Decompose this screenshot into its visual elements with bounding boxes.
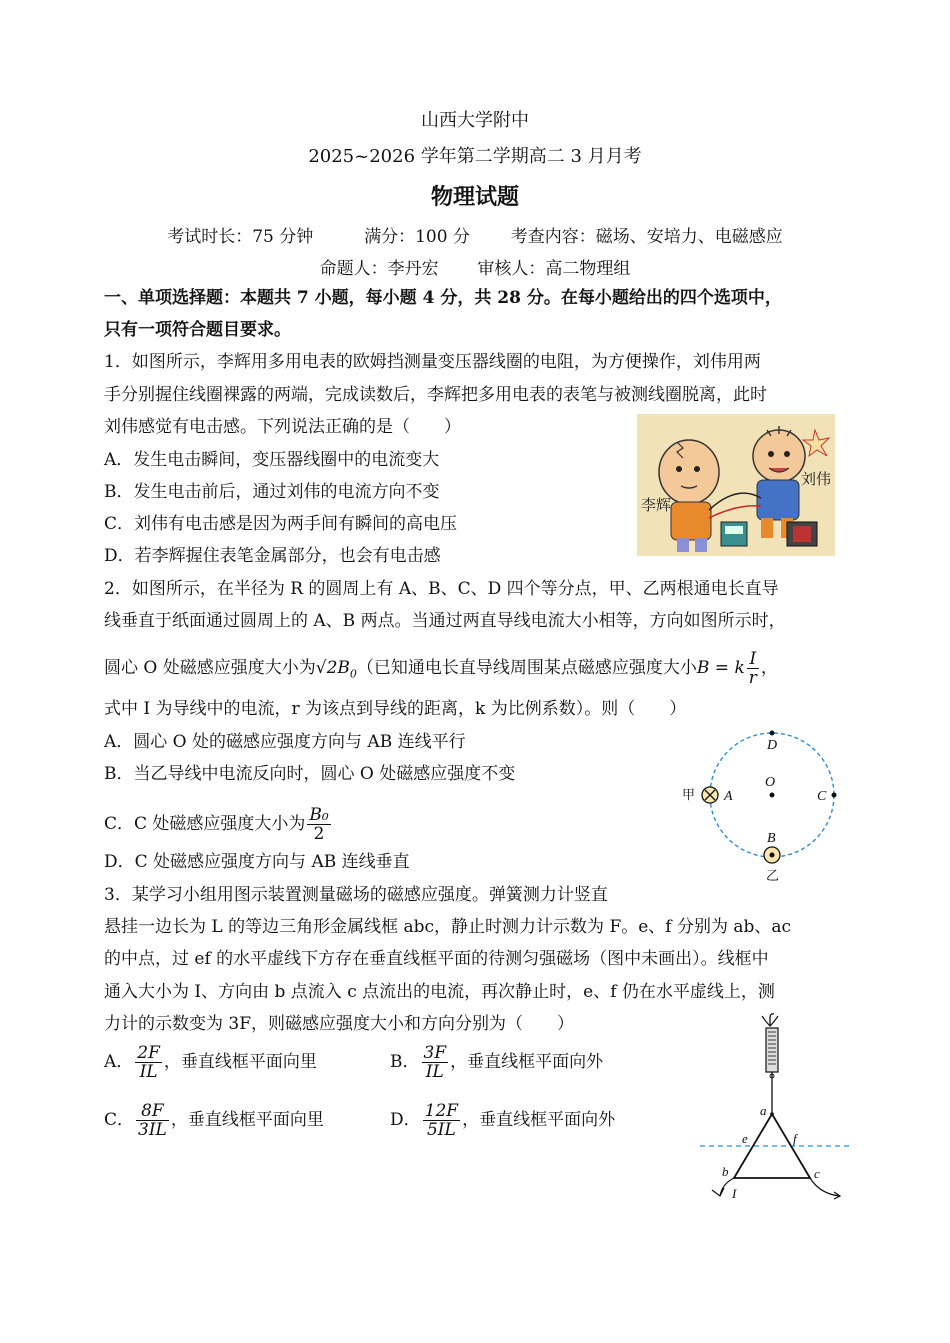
exam-total-score: 满分：100 分 [364,227,470,247]
q2-fig-label-jia: 甲 [682,788,696,803]
q2-fig-label-a: A [724,789,733,804]
q3-fig-label-f: f [793,1131,797,1146]
q2-fig-label-c: C [817,789,827,804]
exam-scope: 考查内容：磁场、安培力、电磁感应 [510,227,783,247]
q2-fig-label-d: D [767,738,778,753]
q2-sqrt2-b0 [315,658,357,681]
q3-fig-label-c: c [814,1166,820,1181]
q1-fig-label-lihui: 李辉 [641,496,672,514]
reviewer: 审核人：高二物理组 [477,259,631,279]
q3-option-c-text: ，垂直线框平面向里 [170,1110,324,1130]
page-title: 物理试题 [430,184,519,210]
q2-fig-label-o: O [765,775,776,790]
q1-option-a[interactable]: A．发生电击瞬间，变压器线圈中的电流变大 [104,450,440,470]
exam-duration: 考试时长：75 分钟 [167,227,314,247]
q3-fig-label-e: e [742,1131,748,1146]
q2-sqrt2-sub: 0 [349,667,357,681]
q3-option-d-label: D． [390,1110,421,1130]
q2-stem-2: 线垂直于纸面通过圆周上的 A、B 两点。当通过两直导线电流大小相等，方向如图所示时， [104,611,786,631]
q2-stem-3c: （已知通电长直导线周围某点磁感应强度大小 [356,658,697,678]
q3-option-d-fraction [423,1102,460,1139]
q2-option-c-num: B₀ [309,805,329,825]
q2-option-c-den: 2 [313,824,325,844]
q2-formula-fraction [747,650,759,687]
q2-circle-figure [676,724,848,884]
q2-sqrt2-b: √2B [315,658,350,678]
q1-cartoon-figure [637,414,835,556]
q3-option-d-text: ，垂直线框平面向外 [462,1110,616,1130]
q3-option-c-label: C． [104,1110,135,1130]
q3-option-a-label: A． [104,1052,134,1072]
q2-stem-1: 2．如图所示，在半径为 R 的圆周上有 A、B、C、D 四个等分点，甲、乙两根通电长直导 [104,579,779,599]
q3-stem-4: 通入大小为 I、方向由 b 点流入 c 点流出的电流，再次静止时，e、f 仍在水平虚线上，测 [104,982,775,1002]
q2-fig-label-b: B [767,831,776,846]
q3-option-c-fraction [136,1102,169,1139]
q2-option-b[interactable]: B．当乙导线中电流反向时，圆心 O 处磁感应强度不变 [104,764,516,784]
q3-stem-1: 3．某学习小组用图示装置测量磁场的磁感应强度。弹簧测力计竖直 [104,885,608,905]
q2-option-c[interactable] [104,806,333,843]
q3-option-a-num: 2F [137,1043,160,1063]
q3-option-a-fraction [135,1044,162,1081]
q3-option-b-den: IL [425,1062,444,1082]
q2-stem-4: 式中 I 为导线中的电流，r 为该点到导线的距离，k 为比例系数）。则（ ） [104,699,687,719]
q3-fig-label-b: b [722,1164,729,1179]
q3-fig-label-i: I [732,1186,737,1201]
q1-stem-1: 1．如图所示，李辉用多用电表的欧姆挡测量变压器线圈的电阻，为方便操作，刘伟用两 [104,352,761,372]
q2-fraction-den: r [748,668,757,688]
section-heading-cont: 只有一项符合题目要求。 [104,320,291,340]
exam-info [0,222,950,247]
q1-fig-label-liuwei: 刘伟 [801,470,832,488]
q2-stem-3e: ， [760,658,778,678]
q3-option-b-label: B． [390,1052,420,1072]
q1-stem-2: 手分别握住线圈裸露的两端，完成读数后，李辉把多用电表的表笔与被测线圈脱离，此时 [104,385,767,405]
q3-option-d-den: 5IL [426,1120,456,1140]
q3-stem-2: 悬挂一边长为 L 的等边三角形金属线框 abc，静止时测力计示数为 F。e、f 分别为 ab、ac [104,917,792,937]
q2-option-c-fraction [307,806,330,843]
q3-option-b-fraction [422,1044,449,1081]
q3-option-c[interactable] [104,1102,324,1139]
q3-option-b-num: 3F [423,1043,447,1063]
q2-stem-3 [104,650,778,687]
q2-option-d[interactable]: D．C 处磁感应强度方向与 AB 连线垂直 [104,852,410,872]
q3-spring-balance-figure [700,1012,850,1204]
exam-name: 2025~2026 学年第二学期高二 3 月月考 [308,146,642,167]
q2-formula-b: B = k [696,658,745,678]
section-heading: 一、单项选择题：本题共 7 小题，每小题 4 分，共 28 分。在每小题给出的四个选项中， [104,288,782,308]
q3-stem-5: 力计的示数变为 3F，则磁感应强度大小和方向分别为（ ） [104,1014,575,1034]
q1-option-b[interactable]: B．发生电击前后，通过刘伟的电流方向不变 [104,482,440,502]
q3-option-c-den: 3IL [138,1120,167,1140]
q3-option-a[interactable] [104,1044,317,1081]
q1-option-c[interactable]: C．刘伟有电击感是因为两手间有瞬间的高电压 [104,514,458,534]
q1-stem-3: 刘伟感觉有电击感。下列说法正确的是（ ） [104,417,461,437]
q2-fraction-num: I [747,650,759,669]
q3-option-b[interactable] [390,1044,603,1081]
q2-option-a[interactable]: A．圆心 O 处的磁感应强度方向与 AB 连线平行 [104,732,466,752]
q3-option-d[interactable] [390,1102,615,1139]
author: 命题人：李丹宏 [319,259,439,279]
q3-option-a-den: IL [139,1062,158,1082]
q3-option-d-num: 12F [424,1101,459,1121]
q3-option-a-text: ，垂直线框平面向里 [163,1052,317,1072]
q2-stem-3a: 圆心 O 处磁感应强度大小为 [104,658,316,678]
q3-option-b-text: ，垂直线框平面向外 [450,1052,604,1072]
q3-fig-label-a: a [760,1103,767,1118]
q1-option-d[interactable]: D．若李辉握住表笔金属部分，也会有电击感 [104,546,441,566]
exam-authors [0,254,950,279]
q2-fig-label-yi: 乙 [766,869,780,884]
q3-stem-3: 的中点，过 ef 的水平虚线下方存在垂直线框平面的待测匀强磁场（图中未画出）。线框中 [104,949,769,969]
q3-option-c-num: 8F [136,1102,169,1121]
q2-option-c-text: C．C 处磁感应强度大小为 [104,814,306,834]
school-name: 山西大学附中 [421,110,529,131]
